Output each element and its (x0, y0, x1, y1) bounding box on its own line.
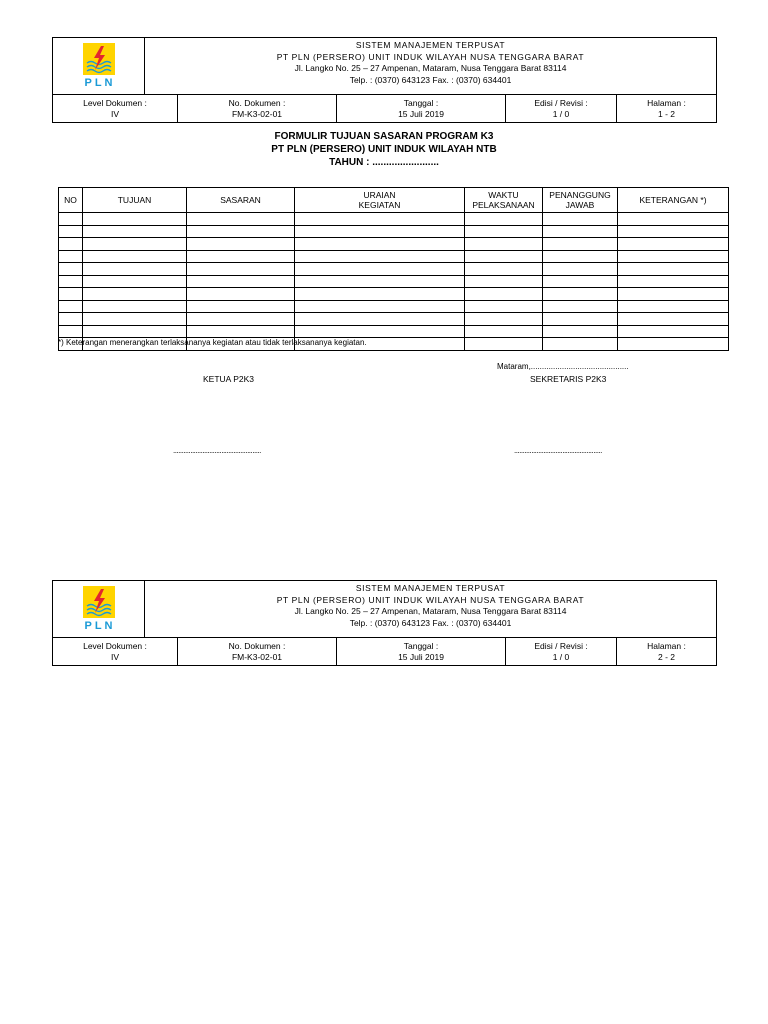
table-cell[interactable] (543, 338, 618, 351)
header-address: Jl. Langko No. 25 – 27 Ampenan, Mataram, Nusa Tenggara Barat 83114 (294, 63, 567, 73)
header-address: Jl. Langko No. 25 – 27 Ampenan, Mataram, Nusa Tenggara Barat 83114 (294, 606, 567, 616)
table-row (59, 225, 729, 238)
form-title-line-1: FORMULIR TUJUAN SASARAN PROGRAM K3 (274, 131, 494, 142)
col-sasaran: SASARAN (187, 188, 295, 213)
table-row (59, 213, 729, 226)
edisi-cell (506, 95, 617, 122)
header-title-block (145, 38, 716, 94)
table-row (59, 250, 729, 263)
table-body (59, 213, 729, 351)
halaman-label: Halaman : (647, 98, 686, 108)
no-dokumen-cell (178, 638, 337, 665)
table-cell[interactable] (83, 325, 187, 338)
table-cell[interactable] (543, 238, 618, 251)
table-cell[interactable] (618, 338, 729, 351)
table-cell[interactable] (59, 300, 83, 313)
level-value: IV (110, 109, 120, 119)
col-no: NO (59, 188, 83, 213)
table-cell[interactable] (187, 225, 295, 238)
table-cell[interactable] (465, 275, 543, 288)
form-title (0, 130, 768, 169)
table-cell[interactable] (83, 263, 187, 276)
header-company: PT PLN (PERSERO) UNIT INDUK WILAYAH NUSA TENGGARA BARAT (276, 594, 585, 605)
table-cell[interactable] (543, 275, 618, 288)
table-cell[interactable] (83, 213, 187, 226)
table-cell[interactable] (465, 263, 543, 276)
table-cell[interactable] (187, 288, 295, 301)
nodok-label: No. Dokumen : (228, 641, 286, 651)
col-uraian (295, 188, 465, 213)
table-cell[interactable] (59, 238, 83, 251)
table-cell[interactable] (543, 225, 618, 238)
pln-lightning-icon (83, 586, 115, 618)
table-row (59, 288, 729, 301)
table-cell[interactable] (465, 238, 543, 251)
table-row (59, 263, 729, 276)
col-waktu-line-2: PELAKSANAAN (472, 200, 535, 210)
table-cell[interactable] (295, 275, 465, 288)
table-cell[interactable] (59, 225, 83, 238)
edisi-value: 1 / 0 (552, 652, 570, 662)
table-cell[interactable] (295, 250, 465, 263)
col-uraian-line-1: URAIAN (363, 190, 396, 200)
table-cell[interactable] (543, 250, 618, 263)
table-cell[interactable] (295, 300, 465, 313)
table-cell[interactable] (543, 325, 618, 338)
table-cell[interactable] (543, 313, 618, 326)
doc-header-page-2 (52, 580, 717, 666)
tanggal-value: 15 Juli 2019 (398, 109, 444, 119)
header-meta-row (53, 638, 716, 665)
level-label: Level Dokumen : (83, 98, 147, 108)
tanggal-label: Tanggal : (403, 98, 439, 108)
table-cell[interactable] (83, 275, 187, 288)
table-cell[interactable] (295, 313, 465, 326)
no-dokumen-cell (178, 95, 337, 122)
table-cell[interactable] (187, 263, 295, 276)
halaman-cell (617, 638, 716, 665)
header-meta-row (53, 95, 716, 122)
table-cell[interactable] (543, 288, 618, 301)
doc-header-page-1 (52, 37, 717, 123)
header-title-block (145, 581, 716, 637)
table-cell[interactable] (465, 325, 543, 338)
table-cell[interactable] (59, 325, 83, 338)
table-cell[interactable] (295, 225, 465, 238)
col-waktu-line-1: WAKTU (488, 190, 519, 200)
table-cell[interactable] (465, 288, 543, 301)
table-cell[interactable] (295, 288, 465, 301)
table-cell[interactable] (83, 300, 187, 313)
table-cell[interactable] (618, 250, 729, 263)
table-cell[interactable] (59, 275, 83, 288)
level-dokumen-cell (53, 638, 178, 665)
level-label: Level Dokumen : (83, 641, 147, 651)
ketua-p2k3-label: KETUA P2K3 (203, 374, 255, 384)
table-cell[interactable] (295, 325, 465, 338)
table-cell[interactable] (465, 338, 543, 351)
nodok-label: No. Dokumen : (228, 98, 286, 108)
table-header-row (59, 188, 729, 213)
halaman-value: 1 - 2 (657, 109, 675, 119)
program-k3-table (58, 187, 729, 351)
table-cell[interactable] (59, 263, 83, 276)
table-cell[interactable] (187, 300, 295, 313)
table-cell[interactable] (59, 313, 83, 326)
header-title-row (53, 581, 716, 638)
logo-text: PLN (84, 620, 116, 632)
table-cell[interactable] (83, 238, 187, 251)
table-cell[interactable] (543, 263, 618, 276)
table-cell[interactable] (543, 213, 618, 226)
table-cell[interactable] (295, 213, 465, 226)
nodok-value: FM-K3-02-01 (231, 652, 283, 662)
header-phone: Telp. : (0370) 643123 Fax. : (0370) 634401 (349, 617, 512, 628)
edisi-label: Edisi / Revisi : (534, 641, 588, 651)
table-cell[interactable] (465, 250, 543, 263)
table-cell[interactable] (618, 300, 729, 313)
nodok-value: FM-K3-02-01 (231, 109, 283, 119)
table-cell[interactable] (59, 288, 83, 301)
table-cell[interactable] (465, 213, 543, 226)
table-cell[interactable] (465, 313, 543, 326)
table-cell[interactable] (543, 300, 618, 313)
col-penanggung-line-2: JAWAB (565, 200, 595, 210)
halaman-value: 2 - 2 (657, 652, 675, 662)
table-cell[interactable] (187, 325, 295, 338)
tanggal-cell (337, 95, 506, 122)
form-title-year: TAHUN : ........................ (329, 157, 439, 168)
col-keterangan: KETERANGAN *) (618, 188, 729, 213)
table-cell[interactable] (187, 250, 295, 263)
table-cell[interactable] (187, 275, 295, 288)
table-row (59, 313, 729, 326)
level-dokumen-cell (53, 95, 178, 122)
table-cell[interactable] (59, 250, 83, 263)
tanggal-label: Tanggal : (403, 641, 439, 651)
table-cell[interactable] (618, 313, 729, 326)
table-row (59, 238, 729, 251)
header-system-title: SISTEM MANAJEMEN TERPUSAT (355, 583, 506, 593)
table-cell[interactable] (618, 288, 729, 301)
table-cell[interactable] (618, 238, 729, 251)
col-tujuan: TUJUAN (83, 188, 187, 213)
level-value: IV (110, 652, 120, 662)
table-cell[interactable] (618, 213, 729, 226)
sekretaris-signature-line: ................................................... (514, 446, 602, 455)
table-cell[interactable] (187, 238, 295, 251)
table-cell[interactable] (295, 238, 465, 251)
table-cell[interactable] (465, 225, 543, 238)
tanggal-value: 15 Juli 2019 (398, 652, 444, 662)
pln-logo (53, 38, 145, 94)
header-phone: Telp. : (0370) 643123 Fax. : (0370) 634401 (349, 74, 512, 85)
table-cell[interactable] (295, 263, 465, 276)
pln-lightning-icon (83, 43, 115, 75)
col-waktu (465, 188, 543, 213)
table-cell[interactable] (83, 250, 187, 263)
edisi-value: 1 / 0 (552, 109, 570, 119)
header-title-row (53, 38, 716, 95)
table-row (59, 325, 729, 338)
table-cell[interactable] (618, 325, 729, 338)
table-cell[interactable] (187, 213, 295, 226)
table-cell[interactable] (187, 313, 295, 326)
col-penanggung (543, 188, 618, 213)
table-cell[interactable] (83, 288, 187, 301)
header-system-title: SISTEM MANAJEMEN TERPUSAT (355, 40, 506, 50)
sekretaris-p2k3-label: SEKRETARIS P2K3 (530, 374, 607, 384)
logo-text: PLN (84, 77, 116, 89)
table-cell[interactable] (465, 300, 543, 313)
tanggal-cell (337, 638, 506, 665)
col-uraian-line-2: KEGIATAN (358, 200, 401, 210)
edisi-label: Edisi / Revisi : (534, 98, 588, 108)
table-cell[interactable] (618, 225, 729, 238)
footnote: *) Keterangan menerangkan terlaksananya kegiatan atau tidak terlaksananya kegiatan. (58, 338, 367, 347)
table-cell[interactable] (83, 225, 187, 238)
form-title-line-2: PT PLN (PERSERO) UNIT INDUK WILAYAH NTB (271, 144, 497, 155)
col-penanggung-line-1: PENANGGUNG (549, 190, 611, 200)
table-row (59, 300, 729, 313)
halaman-label: Halaman : (647, 641, 686, 651)
signature-place-date: Mataram,............................................ (497, 362, 629, 371)
ketua-signature-line: ................................................... (173, 446, 261, 455)
edisi-cell (506, 638, 617, 665)
table-cell[interactable] (59, 213, 83, 226)
table-cell[interactable] (618, 263, 729, 276)
table-cell[interactable] (618, 275, 729, 288)
halaman-cell (617, 95, 716, 122)
table-row (59, 275, 729, 288)
pln-logo (53, 581, 145, 637)
table-cell[interactable] (83, 313, 187, 326)
header-company: PT PLN (PERSERO) UNIT INDUK WILAYAH NUSA TENGGARA BARAT (276, 51, 585, 62)
